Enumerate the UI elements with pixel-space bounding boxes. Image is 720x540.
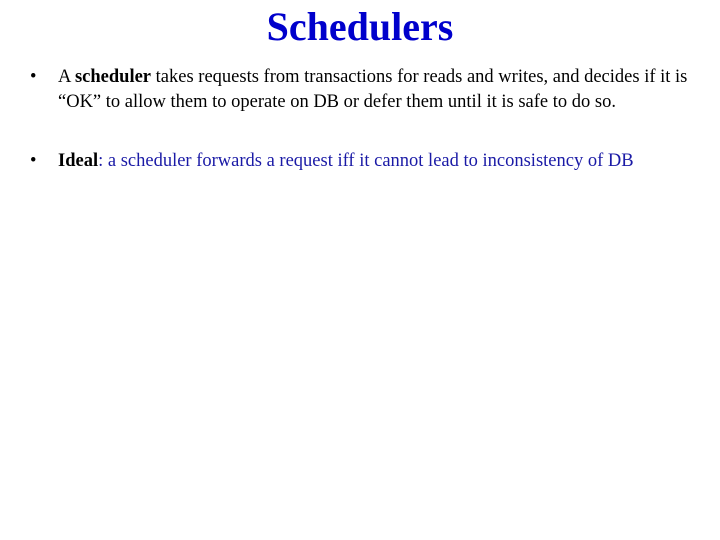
- slide-title: Schedulers: [266, 4, 454, 49]
- bullet-list: [30, 65, 698, 174]
- bullet-body: takes requests from transactions for reads and writes, and decides if it is “OK” to allow them to operate on DB or defer them until it is safe to do so.: [58, 67, 688, 112]
- bullet-term: Ideal: [58, 151, 99, 171]
- bullet-marker: •: [30, 67, 37, 87]
- bullet-term: scheduler: [74, 67, 152, 87]
- bullet-item-scheduler: [30, 65, 698, 114]
- bullet-text: [58, 151, 634, 171]
- bullet-text: [58, 67, 687, 112]
- bullet-body: : a scheduler forwards a request iff it cannot lead to inconsistency of DB: [98, 151, 634, 171]
- bullet-item-ideal: [30, 149, 698, 174]
- bullet-lead: A: [58, 67, 75, 87]
- bullet-marker: •: [30, 151, 37, 171]
